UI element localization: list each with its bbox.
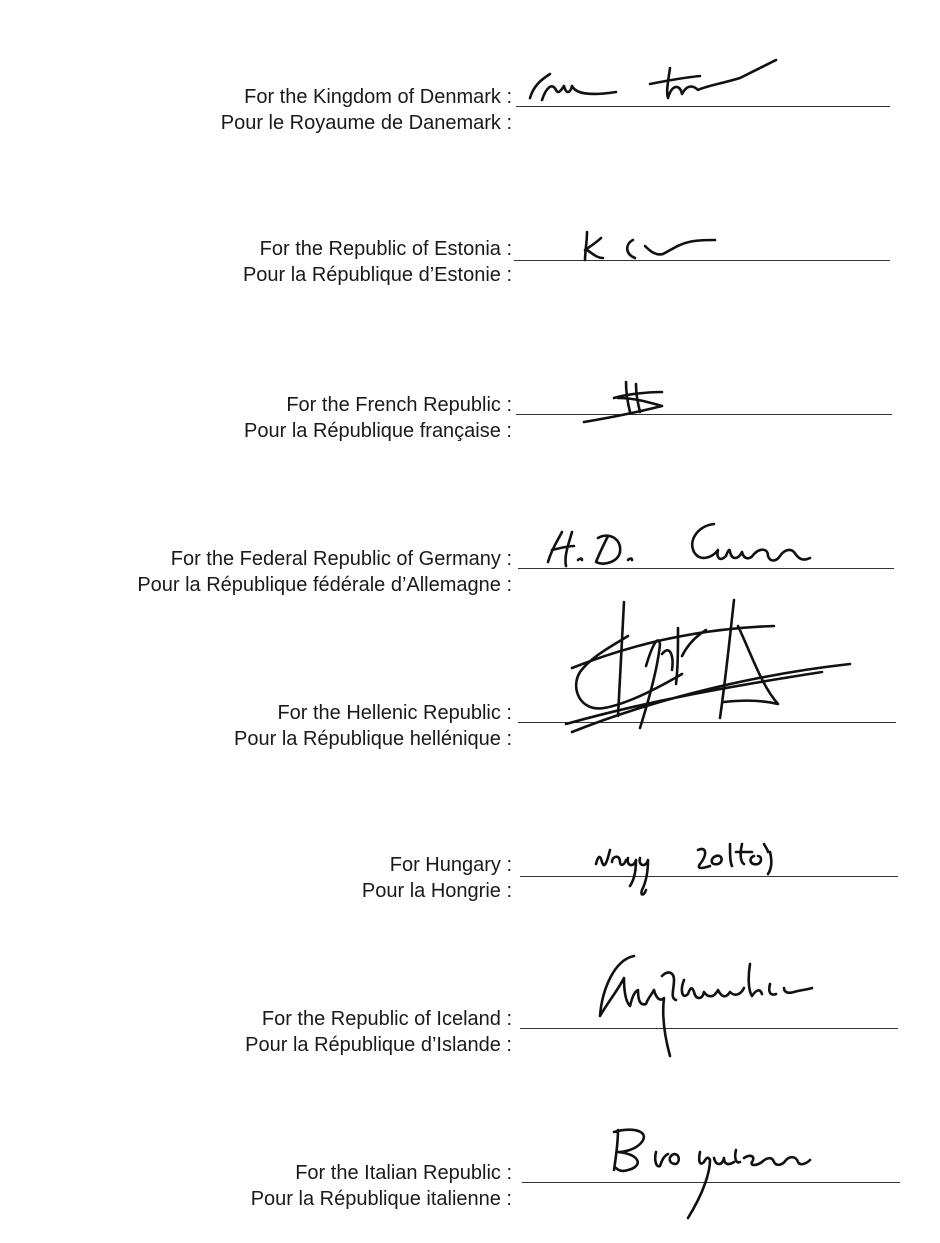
signatory-labels: [234, 700, 512, 752]
signatory-labels: [243, 236, 512, 288]
label-en: For the Republic of Iceland :: [261, 1008, 512, 1030]
label-en: For Hungary :: [389, 854, 512, 876]
handwritten-signature: [578, 376, 678, 426]
signatory-block-italy: [0, 1160, 940, 1220]
label-fr: Pour la République hellénique :: [234, 728, 512, 750]
label-en: For the Hellenic Republic :: [277, 702, 512, 724]
label-en: For the Federal Republic of Germany :: [170, 548, 512, 570]
signatory-block-hungary: [0, 852, 940, 912]
signatory-labels: [137, 546, 512, 598]
signatory-labels: [362, 852, 512, 904]
handwritten-signature: [594, 950, 824, 1062]
label-en: For the Italian Republic :: [295, 1162, 512, 1184]
label-fr: Pour la République fédérale d’Allemagne :: [137, 574, 512, 596]
label-fr: Pour la République d’Estonie :: [242, 264, 512, 286]
label-en: For the French Republic :: [286, 394, 512, 416]
handwritten-signature: [538, 518, 838, 578]
signatory-block-iceland: [0, 1006, 940, 1066]
label-fr: Pour la République française :: [244, 420, 512, 442]
signatory-block-france: [0, 392, 940, 452]
handwritten-signature: [562, 596, 862, 738]
label-fr: Pour le Royaume de Danemark :: [220, 112, 512, 134]
signatory-labels: [221, 84, 512, 136]
label-en: For the Kingdom of Denmark :: [244, 86, 512, 108]
signatory-labels: [251, 1160, 512, 1212]
handwritten-signature: [520, 54, 790, 114]
handwritten-signature: [575, 228, 725, 268]
signatory-block-denmark: [0, 84, 940, 144]
label-fr: Pour la Hongrie :: [361, 880, 512, 902]
signature-line: [516, 414, 892, 415]
signatory-labels: [244, 392, 512, 444]
signatory-block-greece: [0, 700, 940, 760]
label-en: For the Republic of Estonia :: [259, 238, 512, 260]
label-fr: Pour la République d’Islande :: [245, 1034, 512, 1056]
handwritten-signature: [590, 840, 800, 904]
handwritten-signature: [604, 1122, 834, 1222]
signatory-block-estonia: [0, 236, 940, 296]
signatory-labels: [245, 1006, 512, 1058]
label-fr: Pour la République italienne :: [250, 1188, 512, 1210]
